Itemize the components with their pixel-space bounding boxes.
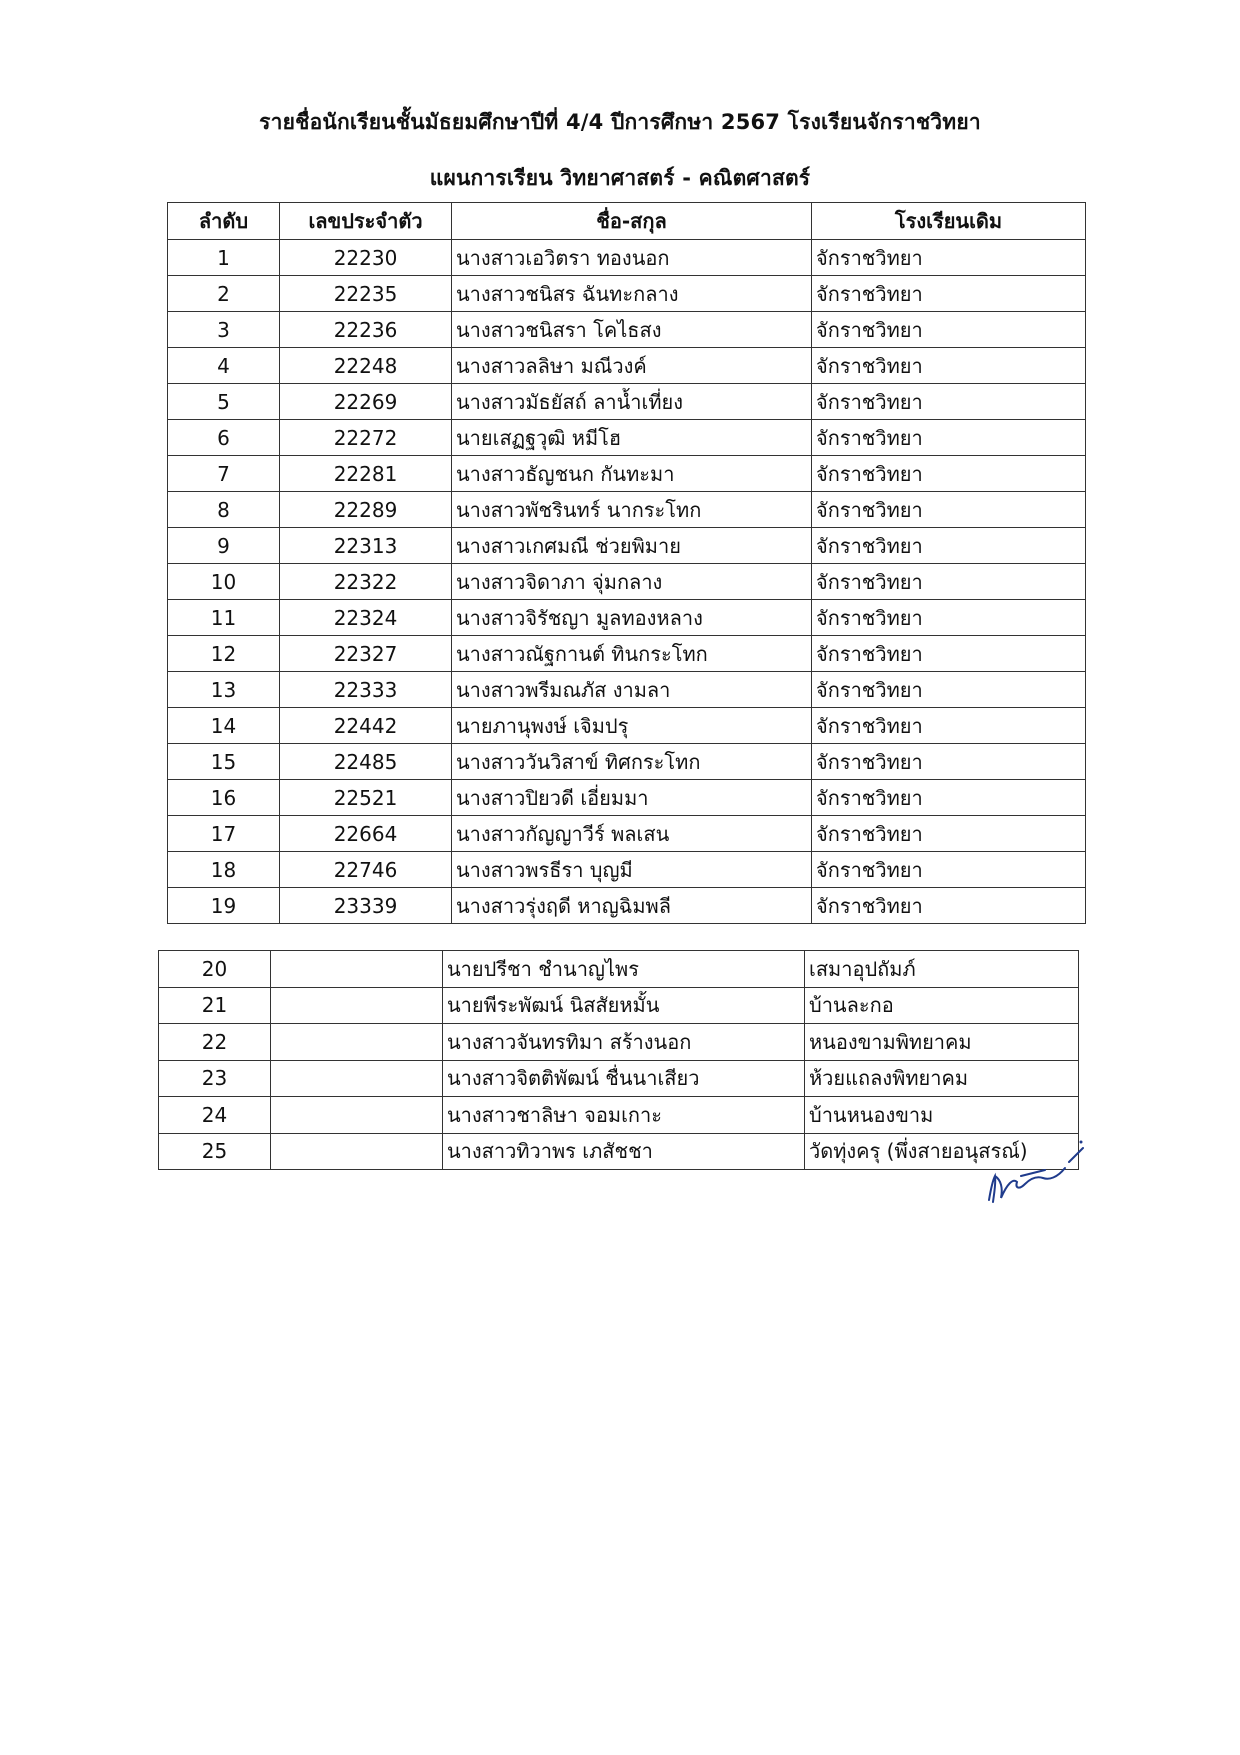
row-previous-school: จักราชวิทยา [812,420,1086,456]
row-full-name: นางสาวพรธีรา บุญมี [452,852,812,888]
table-row [159,1133,1079,1170]
document-subtitle: แผนการเรียน วิทยาศาสตร์ - คณิตศาสตร์ [429,166,811,190]
row-full-name: นางสาวลลิษา มณีวงค์ [452,348,812,384]
row-order-number: 15 [168,744,280,780]
header-student-id: เลขประจำตัว [280,203,452,240]
row-full-name: นางสาวจิดาภา จุ่มกลาง [452,564,812,600]
row-full-name: นายปรีชา ชำนาญไพร [443,951,805,988]
table-row [168,888,1086,924]
row-previous-school: จักราชวิทยา [812,276,1086,312]
table-row [168,600,1086,636]
row-full-name: นางสาวรุ่งฤดี หาญฉิมพลี [452,888,812,924]
document-title: รายชื่อนักเรียนชั้นมัธยมศึกษาปีที่ 4/4 ปีการศึกษา 2567 โรงเรียนจักราชวิทยา [259,110,981,134]
row-full-name: นางสาวจิรัชญา มูลทองหลาง [452,600,812,636]
row-student-id: 22333 [280,672,452,708]
row-order-number: 8 [168,492,280,528]
row-order-number: 1 [168,240,280,276]
row-order-number: 6 [168,420,280,456]
table-row [159,987,1079,1024]
row-order-number: 21 [159,987,271,1024]
row-order-number: 23 [159,1060,271,1097]
row-student-id: 22746 [280,852,452,888]
table-row [159,1097,1079,1134]
row-student-id: 22664 [280,816,452,852]
row-full-name: นายภานุพงษ์ เจิมปรุ [452,708,812,744]
row-order-number: 5 [168,384,280,420]
row-full-name: นางสาวพัชรินทร์ นากระโทก [452,492,812,528]
table-row [168,420,1086,456]
signature-icon [985,1140,1085,1210]
row-previous-school: วัดทุ่งครุ (พึ่งสายอนุสรณ์) [805,1133,1079,1170]
table-row [168,816,1086,852]
row-full-name: นางสาวมัธยัสถ์ ลาน้ำเที่ยง [452,384,812,420]
table-row [168,564,1086,600]
row-previous-school: จักราชวิทยา [812,600,1086,636]
table-row [168,672,1086,708]
row-order-number: 12 [168,636,280,672]
row-previous-school: จักราชวิทยา [812,816,1086,852]
row-full-name: นายเสฏฐวุฒิ หมีโฮ [452,420,812,456]
row-order-number: 19 [168,888,280,924]
row-previous-school: จักราชวิทยา [812,780,1086,816]
row-previous-school: บ้านหนองขาม [805,1097,1079,1134]
row-order-number: 16 [168,780,280,816]
row-previous-school: หนองขามพิทยาคม [805,1024,1079,1061]
row-full-name: นางสาวธัญชนก กันทะมา [452,456,812,492]
row-previous-school: จักราชวิทยา [812,240,1086,276]
row-full-name: นางสาวเอวิตรา ทองนอก [452,240,812,276]
row-student-id: 22281 [280,456,452,492]
row-previous-school: จักราชวิทยา [812,456,1086,492]
row-order-number: 13 [168,672,280,708]
row-previous-school: จักราชวิทยา [812,312,1086,348]
table-row [159,1024,1079,1061]
row-previous-school: จักราชวิทยา [812,888,1086,924]
row-student-id [271,1024,443,1061]
row-full-name: นางสาวชนิสรา โคไธสง [452,312,812,348]
row-previous-school: จักราชวิทยา [812,348,1086,384]
row-order-number: 9 [168,528,280,564]
row-student-id: 22236 [280,312,452,348]
row-student-id: 22272 [280,420,452,456]
table-row [168,312,1086,348]
row-full-name: นางสาวพรีมณภัส งามลา [452,672,812,708]
row-student-id [271,1097,443,1134]
row-previous-school: จักราชวิทยา [812,744,1086,780]
table-row [168,492,1086,528]
row-student-id: 22322 [280,564,452,600]
row-student-id: 22289 [280,492,452,528]
row-previous-school: จักราชวิทยา [812,672,1086,708]
row-student-id [271,1060,443,1097]
student-roster-table-continued [158,950,1079,1170]
row-order-number: 17 [168,816,280,852]
row-student-id [271,1133,443,1170]
header-order-number: ลำดับ [168,203,280,240]
row-previous-school: ห้วยแถลงพิทยาคม [805,1060,1079,1097]
row-student-id: 22230 [280,240,452,276]
row-order-number: 20 [159,951,271,988]
row-student-id: 22521 [280,780,452,816]
row-student-id: 22235 [280,276,452,312]
table-row [168,276,1086,312]
row-student-id: 22313 [280,528,452,564]
row-order-number: 7 [168,456,280,492]
row-order-number: 24 [159,1097,271,1134]
row-student-id: 23339 [280,888,452,924]
row-student-id: 22324 [280,600,452,636]
table-header-row [168,203,1086,240]
row-previous-school: จักราชวิทยา [812,528,1086,564]
row-previous-school: จักราชวิทยา [812,636,1086,672]
row-previous-school: บ้านละกอ [805,987,1079,1024]
row-full-name: นางสาวปิยวดี เอี่ยมมา [452,780,812,816]
row-student-id [271,951,443,988]
row-full-name: นางสาวชาลิษา จอมเกาะ [443,1097,805,1134]
table-row [168,636,1086,672]
row-previous-school: จักราชวิทยา [812,492,1086,528]
row-full-name: นางสาวเกศมณี ช่วยพิมาย [452,528,812,564]
table-row [168,384,1086,420]
row-full-name: นางสาววันวิสาข์ ทิศกระโทก [452,744,812,780]
row-previous-school: จักราชวิทยา [812,852,1086,888]
row-student-id: 22269 [280,384,452,420]
row-order-number: 25 [159,1133,271,1170]
table-row [168,780,1086,816]
row-order-number: 4 [168,348,280,384]
student-roster-table [167,202,1086,924]
row-full-name: นางสาวจิตติพัฒน์ ชื่นนาเสียว [443,1060,805,1097]
table-row [168,240,1086,276]
row-previous-school: จักราชวิทยา [812,384,1086,420]
row-order-number: 14 [168,708,280,744]
row-full-name: นางสาวชนิสร ฉันทะกลาง [452,276,812,312]
row-full-name: นางสาวกัญญาวีร์ พลเสน [452,816,812,852]
row-previous-school: จักราชวิทยา [812,708,1086,744]
table-row [168,348,1086,384]
row-full-name: นางสาวณัฐกานต์ ทินกระโทก [452,636,812,672]
row-order-number: 22 [159,1024,271,1061]
row-student-id: 22442 [280,708,452,744]
table-row [159,1060,1079,1097]
row-previous-school: จักราชวิทยา [812,564,1086,600]
row-student-id: 22485 [280,744,452,780]
row-full-name: นายพีระพัฒน์ นิสสัยหมั้น [443,987,805,1024]
table-row [168,708,1086,744]
row-student-id: 22248 [280,348,452,384]
row-student-id [271,987,443,1024]
table-row [159,951,1079,988]
row-full-name: นางสาวจันทรทิมา สร้างนอก [443,1024,805,1061]
table-row [168,456,1086,492]
header-full-name: ชื่อ-สกุล [452,203,812,240]
header-previous-school: โรงเรียนเดิม [812,203,1086,240]
row-order-number: 11 [168,600,280,636]
row-order-number: 2 [168,276,280,312]
table-row [168,852,1086,888]
row-full-name: นางสาวทิวาพร เภสัชชา [443,1133,805,1170]
row-order-number: 10 [168,564,280,600]
row-student-id: 22327 [280,636,452,672]
row-order-number: 18 [168,852,280,888]
row-previous-school: เสมาอุปถัมภ์ [805,951,1079,988]
row-order-number: 3 [168,312,280,348]
table-row [168,744,1086,780]
table-row [168,528,1086,564]
